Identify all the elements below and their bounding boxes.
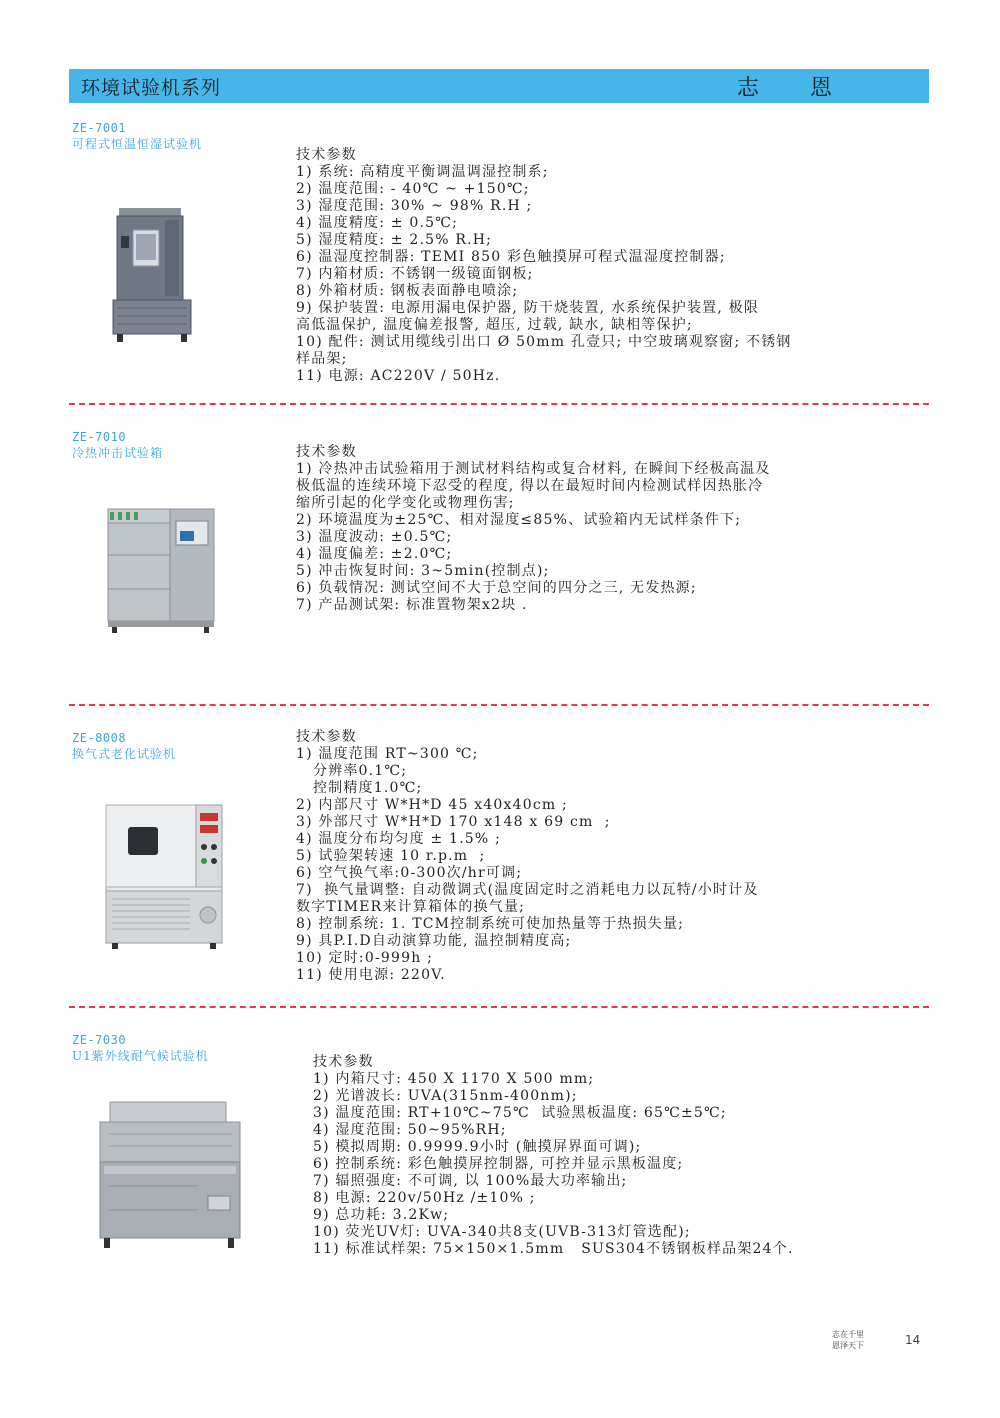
page-number: 14	[905, 1333, 921, 1347]
spec-line: 分辨率0.1℃;	[296, 763, 408, 779]
spec-line: 2) 光谱波长: UVA(315nm-400nm);	[313, 1088, 578, 1104]
brand-name: 志 恩	[737, 76, 854, 101]
product-specs	[296, 444, 771, 614]
product-code: ZE-7010	[72, 430, 127, 444]
spec-line: 6) 控制系统: 彩色触摸屏控制器, 可控并显示黑板温度;	[313, 1156, 684, 1172]
spec-line: 1) 冷热冲击试验箱用于测试材料结构或复合材料, 在瞬间下经极高温及	[296, 461, 771, 477]
spec-line: 8) 电源: 220v/50Hz /±10% ;	[313, 1190, 536, 1206]
spec-line: 5) 冲击恢复时间: 3~5min(控制点);	[296, 563, 550, 579]
spec-line: 高低温保护, 温度偏差报警, 超压, 过载, 缺水, 缺相等保护;	[296, 317, 693, 333]
product-specs	[313, 1054, 794, 1258]
section-divider	[69, 1006, 929, 1008]
spec-line: 6) 温湿度控制器: TEMI 850 彩色触摸屏可程式温湿度控制器;	[296, 249, 726, 265]
spec-line: 1) 系统: 高精度平衡调温调湿控制系;	[296, 164, 549, 180]
spec-line: 4) 温度分布均匀度 ± 1.5% ;	[296, 831, 501, 847]
spec-line: 7) 产品测试架: 标准置物架x2块 .	[296, 597, 528, 613]
product-code: ZE-7030	[72, 1033, 127, 1047]
spec-line: 4) 湿度范围: 50~95%RH;	[313, 1122, 507, 1138]
section-divider	[69, 704, 929, 706]
spec-line: 样品架;	[296, 351, 348, 367]
spec-line: 10) 荧光UV灯: UVA-340共8支(UVB-313灯管选配);	[313, 1224, 691, 1240]
uv-weathering-chamber-image	[98, 1100, 242, 1252]
spec-line: 11) 电源: AC220V / 50Hz.	[296, 368, 501, 384]
spec-line: 3) 湿度范围: 30% ~ 98% R.H ;	[296, 198, 533, 214]
spec-line: 8) 外箱材质: 钢板表面静电喷涂;	[296, 283, 519, 299]
spec-line: 缩所引起的化学变化或物理伤害;	[296, 495, 515, 511]
thermal-shock-chamber-image	[104, 505, 218, 637]
spec-line: 9) 保护装置: 电源用漏电保护器, 防干烧装置, 水系统保护装置, 极限	[296, 300, 760, 316]
spec-line: 11) 使用电源: 220V.	[296, 967, 446, 983]
spec-line: 3) 外部尺寸 W*H*D 170 x148 x 69 cm ;	[296, 814, 611, 830]
spec-line: 5) 试验架转速 10 r.p.m ;	[296, 848, 486, 864]
spec-line: 2) 环境温度为±25℃、相对湿度≤85%、试验箱内无试样条件下;	[296, 512, 742, 528]
spec-line: 10) 定时:0-999h ;	[296, 950, 433, 966]
spec-line: 4) 温度偏差: ±2.0℃;	[296, 546, 453, 562]
product-name: U1紫外线耐气候试验机	[72, 1049, 209, 1063]
series-title: 环境试验机系列	[81, 77, 222, 99]
spec-line: 技术参数	[296, 444, 357, 460]
product-code: ZE-7001	[72, 121, 127, 135]
spec-line: 技术参数	[296, 147, 357, 163]
product-name: 换气式老化试验机	[72, 747, 177, 761]
motto-line: 志在千里	[832, 1330, 864, 1339]
spec-line: 7) 辐照强度: 不可调, 以 100%最大功率输出;	[313, 1173, 628, 1189]
spec-line: 5) 模拟周期: 0.9999.9小时 (触摸屏界面可调);	[313, 1139, 642, 1155]
product-name: 冷热冲击试验箱	[72, 446, 164, 460]
header-bar	[69, 69, 929, 103]
spec-line: 9) 具P.I.D自动演算功能, 温控制精度高;	[296, 933, 572, 949]
spec-line: 9) 总功耗: 3.2Kw;	[313, 1207, 450, 1223]
product-specs	[296, 729, 759, 984]
spec-line: 3) 温度波动: ±0.5℃;	[296, 529, 453, 545]
spec-line: 6) 负载情况: 测试空间不大于总空间的四分之三, 无发热源;	[296, 580, 697, 596]
spec-line: 2) 温度范围: - 40℃ ~ +150℃;	[296, 181, 530, 197]
spec-line: 数字TIMER来计算箱体的换气量;	[296, 899, 526, 915]
spec-line: 10) 配件: 测试用缆线引出口 Ø 50mm 孔壹只; 中空玻璃观察窗; 不锈钢	[296, 334, 792, 350]
spec-line: 7) 内箱材质: 不锈钢一级镜面钢板;	[296, 266, 534, 282]
spec-line: 5) 湿度精度: ± 2.5% R.H;	[296, 232, 493, 248]
spec-line: 2) 内部尺寸 W*H*D 45 x40x40cm ;	[296, 797, 568, 813]
spec-line: 7) 换气量调整: 自动微调式(温度固定时之消耗电力以瓦特/小时计及	[296, 882, 759, 898]
spec-line: 6) 空气换气率:0-300次/hr可调;	[296, 865, 523, 881]
spec-line: 4) 温度精度: ± 0.5℃;	[296, 215, 459, 231]
spec-line: 1) 内箱尺寸: 450 X 1170 X 500 mm;	[313, 1071, 595, 1087]
spec-line: 8) 控制系统: 1. TCM控制系统可使加热量等于热损失量;	[296, 916, 685, 932]
humidity-chamber-image	[105, 206, 203, 346]
aging-chamber-image	[104, 803, 224, 951]
footer-motto	[832, 1329, 864, 1351]
spec-line: 技术参数	[296, 729, 357, 745]
spec-line: 控制精度1.0℃;	[296, 780, 423, 796]
product-name: 可程式恒温恒湿试验机	[72, 137, 203, 151]
motto-line: 恩泽天下	[832, 1341, 864, 1350]
product-specs	[296, 147, 792, 385]
product-code: ZE-8008	[72, 731, 127, 745]
section-divider	[69, 403, 929, 405]
spec-line: 极低温的连续环境下忍受的程度, 得以在最短时间内检测试样因热胀冷	[296, 478, 764, 494]
spec-line: 11) 标准试样架: 75×150×1.5mm SUS304不锈钢板样品架24个.	[313, 1241, 794, 1257]
spec-line: 1) 温度范围 RT~300 ℃;	[296, 746, 479, 762]
spec-line: 3) 温度范围: RT+10℃~75℃ 试验黑板温度: 65℃±5℃;	[313, 1105, 727, 1121]
spec-line: 技术参数	[313, 1054, 374, 1070]
